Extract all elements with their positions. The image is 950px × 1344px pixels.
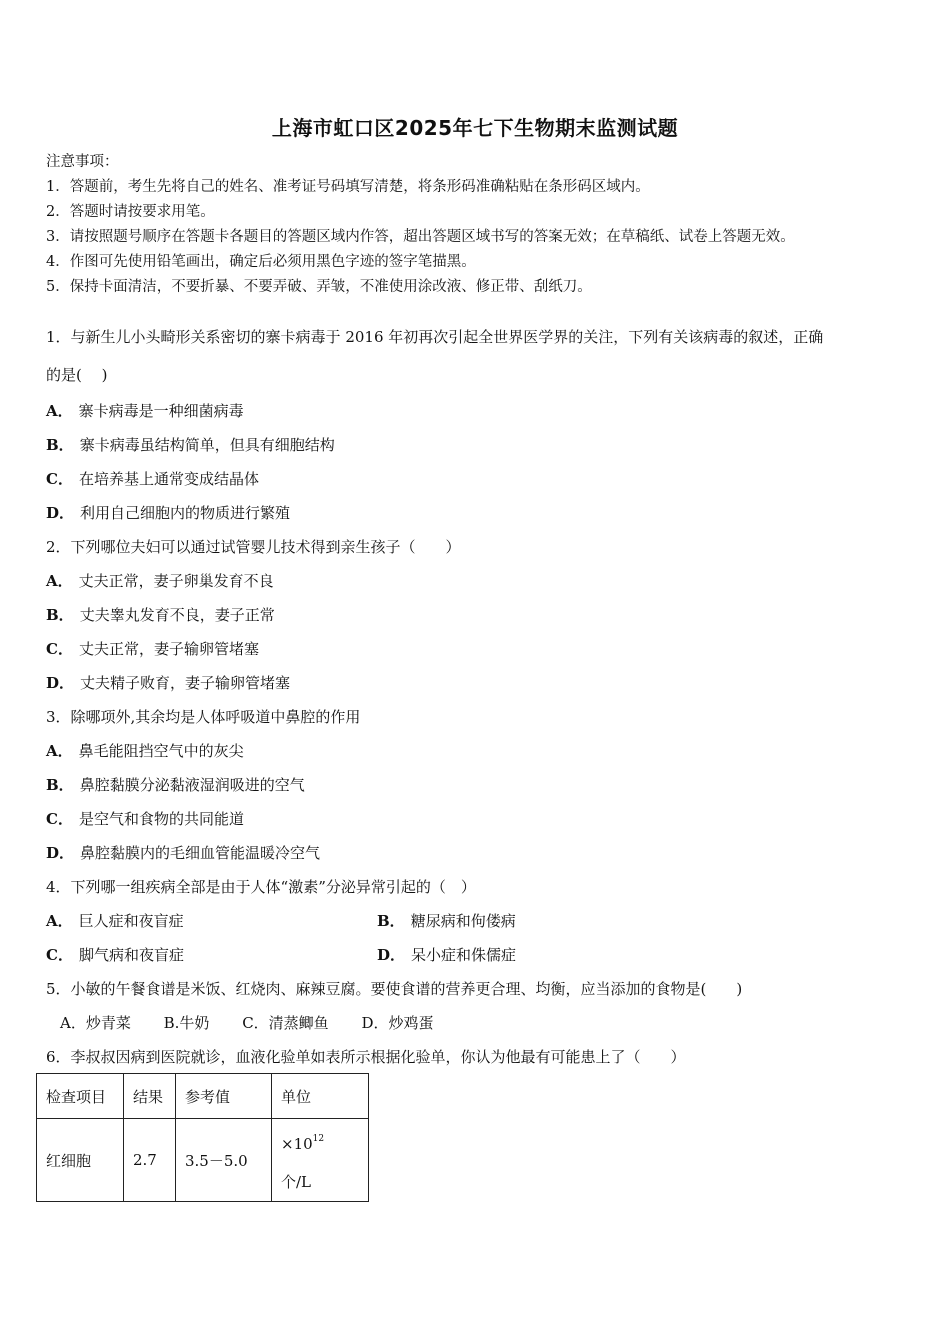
option-text: 鼻腔黏膜内的毛细血管能温暖冷空气 <box>80 844 321 862</box>
option-letter: B． <box>377 912 405 930</box>
option-letter: D． <box>377 946 406 964</box>
option-letter: A． <box>46 912 73 930</box>
question-2-option-c <box>46 632 906 666</box>
note-item: 5．保持卡面清洁，不要折暴、不要弄破、弄皱，不准使用涂改液、修正带、刮纸刀。 <box>46 279 592 295</box>
note-item: 4．作图可先使用铅笔画出，确定后必须用黑色字迹的签字笔描黑。 <box>46 254 476 270</box>
option-letter: D． <box>46 844 75 862</box>
option-text: 利用自己细胞内的物质进行繁殖 <box>80 504 291 522</box>
option-letter: D． <box>46 504 75 522</box>
option-letter: D． <box>46 674 75 692</box>
table-header-cell: 结果 <box>124 1074 176 1119</box>
option-letter: B． <box>46 776 74 794</box>
page-title: 上海市虹口区2025年七下生物期末监测试题 <box>271 116 679 140</box>
option-letter: C． <box>46 810 73 828</box>
note-item: 2．答题时请按要求用笔。 <box>46 204 215 220</box>
question-1-stem-line1: 1．与新生儿小头畸形关系密切的寨卡病毒于 2016 年初再次引起全世界医学界的关注，下列有关该病毒的叙述，正确 <box>46 328 824 346</box>
option-text: 寨卡病毒是一种细菌病毒 <box>78 402 244 420</box>
option-text: 丈夫正常，妻子卵巢发育不良 <box>78 572 274 590</box>
option-text: 丈夫睾丸发育不良，妻子正常 <box>79 606 275 624</box>
question-2-stem: 2．下列哪位夫妇可以通过试管婴儿技术得到亲生孩子（ ） <box>46 538 461 556</box>
option-text: 鼻毛能阻挡空气中的灰尖 <box>78 742 244 760</box>
question-3-option-a <box>46 734 906 768</box>
table-header-cell: 单位 <box>272 1074 369 1119</box>
question-4-option-d <box>377 938 708 972</box>
table-cell-reference: 3.5－5.0 <box>176 1119 272 1202</box>
option-text: 在培养基上通常变成结晶体 <box>78 470 259 488</box>
option-text: 寨卡病毒虽结构简单，但具有细胞结构 <box>79 436 335 454</box>
question-3-option-b <box>46 768 906 802</box>
unit-exponent: 12 <box>312 1133 325 1144</box>
option-text: 巨人症和夜盲症 <box>78 912 184 930</box>
option-text: 丈夫正常，妻子输卵管堵塞 <box>78 640 259 658</box>
unit-base: ×10 <box>281 1134 313 1153</box>
blood-test-table <box>36 1073 369 1202</box>
question-1-stem-line2: 的是( ) <box>46 366 108 384</box>
option-letter: C． <box>46 946 73 964</box>
option-letter: A． <box>46 402 73 420</box>
question-3-option-d <box>46 836 906 870</box>
question-5-option-c: C．清蒸鲫鱼 <box>242 1014 329 1032</box>
option-text: 呆小症和侏儒症 <box>411 946 517 964</box>
question-4-stem: 4．下列哪一组疾病全部是由于人体“激素”分泌异常引起的（ ） <box>46 878 476 896</box>
question-1-option-c <box>46 462 906 496</box>
question-5-option-a: A．炒青菜 <box>60 1014 131 1032</box>
option-letter: B． <box>46 606 74 624</box>
question-5-stem: 5．小敏的午餐食谱是米饭、红烧肉、麻辣豆腐。要使食谱的营养更合理、均衡，应当添加的食物是( ) <box>46 980 743 998</box>
question-4-option-b <box>377 904 708 938</box>
option-text: 是空气和食物的共同能道 <box>78 810 244 828</box>
question-4-options-row-1 <box>46 904 906 938</box>
table-cell-item: 红细胞 <box>37 1119 124 1202</box>
option-text: 糖尿病和佝偻病 <box>410 912 516 930</box>
question-6-stem: 6．李叔叔因病到医院就诊，血液化验单如表所示根据化验单，你认为他最有可能患上了（ ） <box>46 1048 686 1066</box>
notes-heading: 注意事项： <box>46 154 119 170</box>
option-letter: C． <box>46 470 73 488</box>
note-item: 1．答题前，考生先将自己的姓名、准考证号码填写清楚，将条形码准确粘贴在条形码区域内。 <box>46 179 650 195</box>
option-text: 鼻腔黏膜分泌黏液湿润吸进的空气 <box>79 776 305 794</box>
question-3-stem: 3．除哪项外,其余均是人体呼吸道中鼻腔的作用 <box>46 708 361 726</box>
question-4-option-a <box>46 904 377 938</box>
option-text: 脚气病和夜盲症 <box>78 946 184 964</box>
unit-suffix: 个/L <box>281 1172 312 1191</box>
table-row <box>37 1119 369 1202</box>
question-2-option-a <box>46 564 906 598</box>
table-header-cell: 检查项目 <box>37 1074 124 1119</box>
notes-section <box>46 150 916 300</box>
question-1-option-d <box>46 496 906 530</box>
option-text: 丈夫精子败育，妻子输卵管堵塞 <box>80 674 291 692</box>
question-2-option-d <box>46 666 906 700</box>
table-cell-unit <box>272 1119 369 1202</box>
question-2-option-b <box>46 598 906 632</box>
option-letter: B． <box>46 436 74 454</box>
question-1-option-a <box>46 394 906 428</box>
option-letter: A． <box>46 572 73 590</box>
question-5-option-d: D．炒鸡蛋 <box>361 1014 434 1032</box>
questions-section <box>46 318 906 1074</box>
option-letter: C． <box>46 640 73 658</box>
question-5-options <box>46 1006 906 1040</box>
question-4-options-row-2 <box>46 938 906 972</box>
table-header-row <box>37 1074 369 1119</box>
question-4-option-c <box>46 938 377 972</box>
question-5-option-b: B.牛奶 <box>163 1014 210 1032</box>
table-cell-result: 2.7 <box>124 1119 176 1202</box>
unit-magnitude <box>281 1120 359 1163</box>
question-1-option-b <box>46 428 906 462</box>
note-item: 3．请按照题号顺序在答题卡各题目的答题区域内作答，超出答题区域书写的答案无效；在草稿纸、试卷上答题无效。 <box>46 229 795 245</box>
question-3-option-c <box>46 802 906 836</box>
table-header-cell: 参考值 <box>176 1074 272 1119</box>
option-letter: A． <box>46 742 73 760</box>
